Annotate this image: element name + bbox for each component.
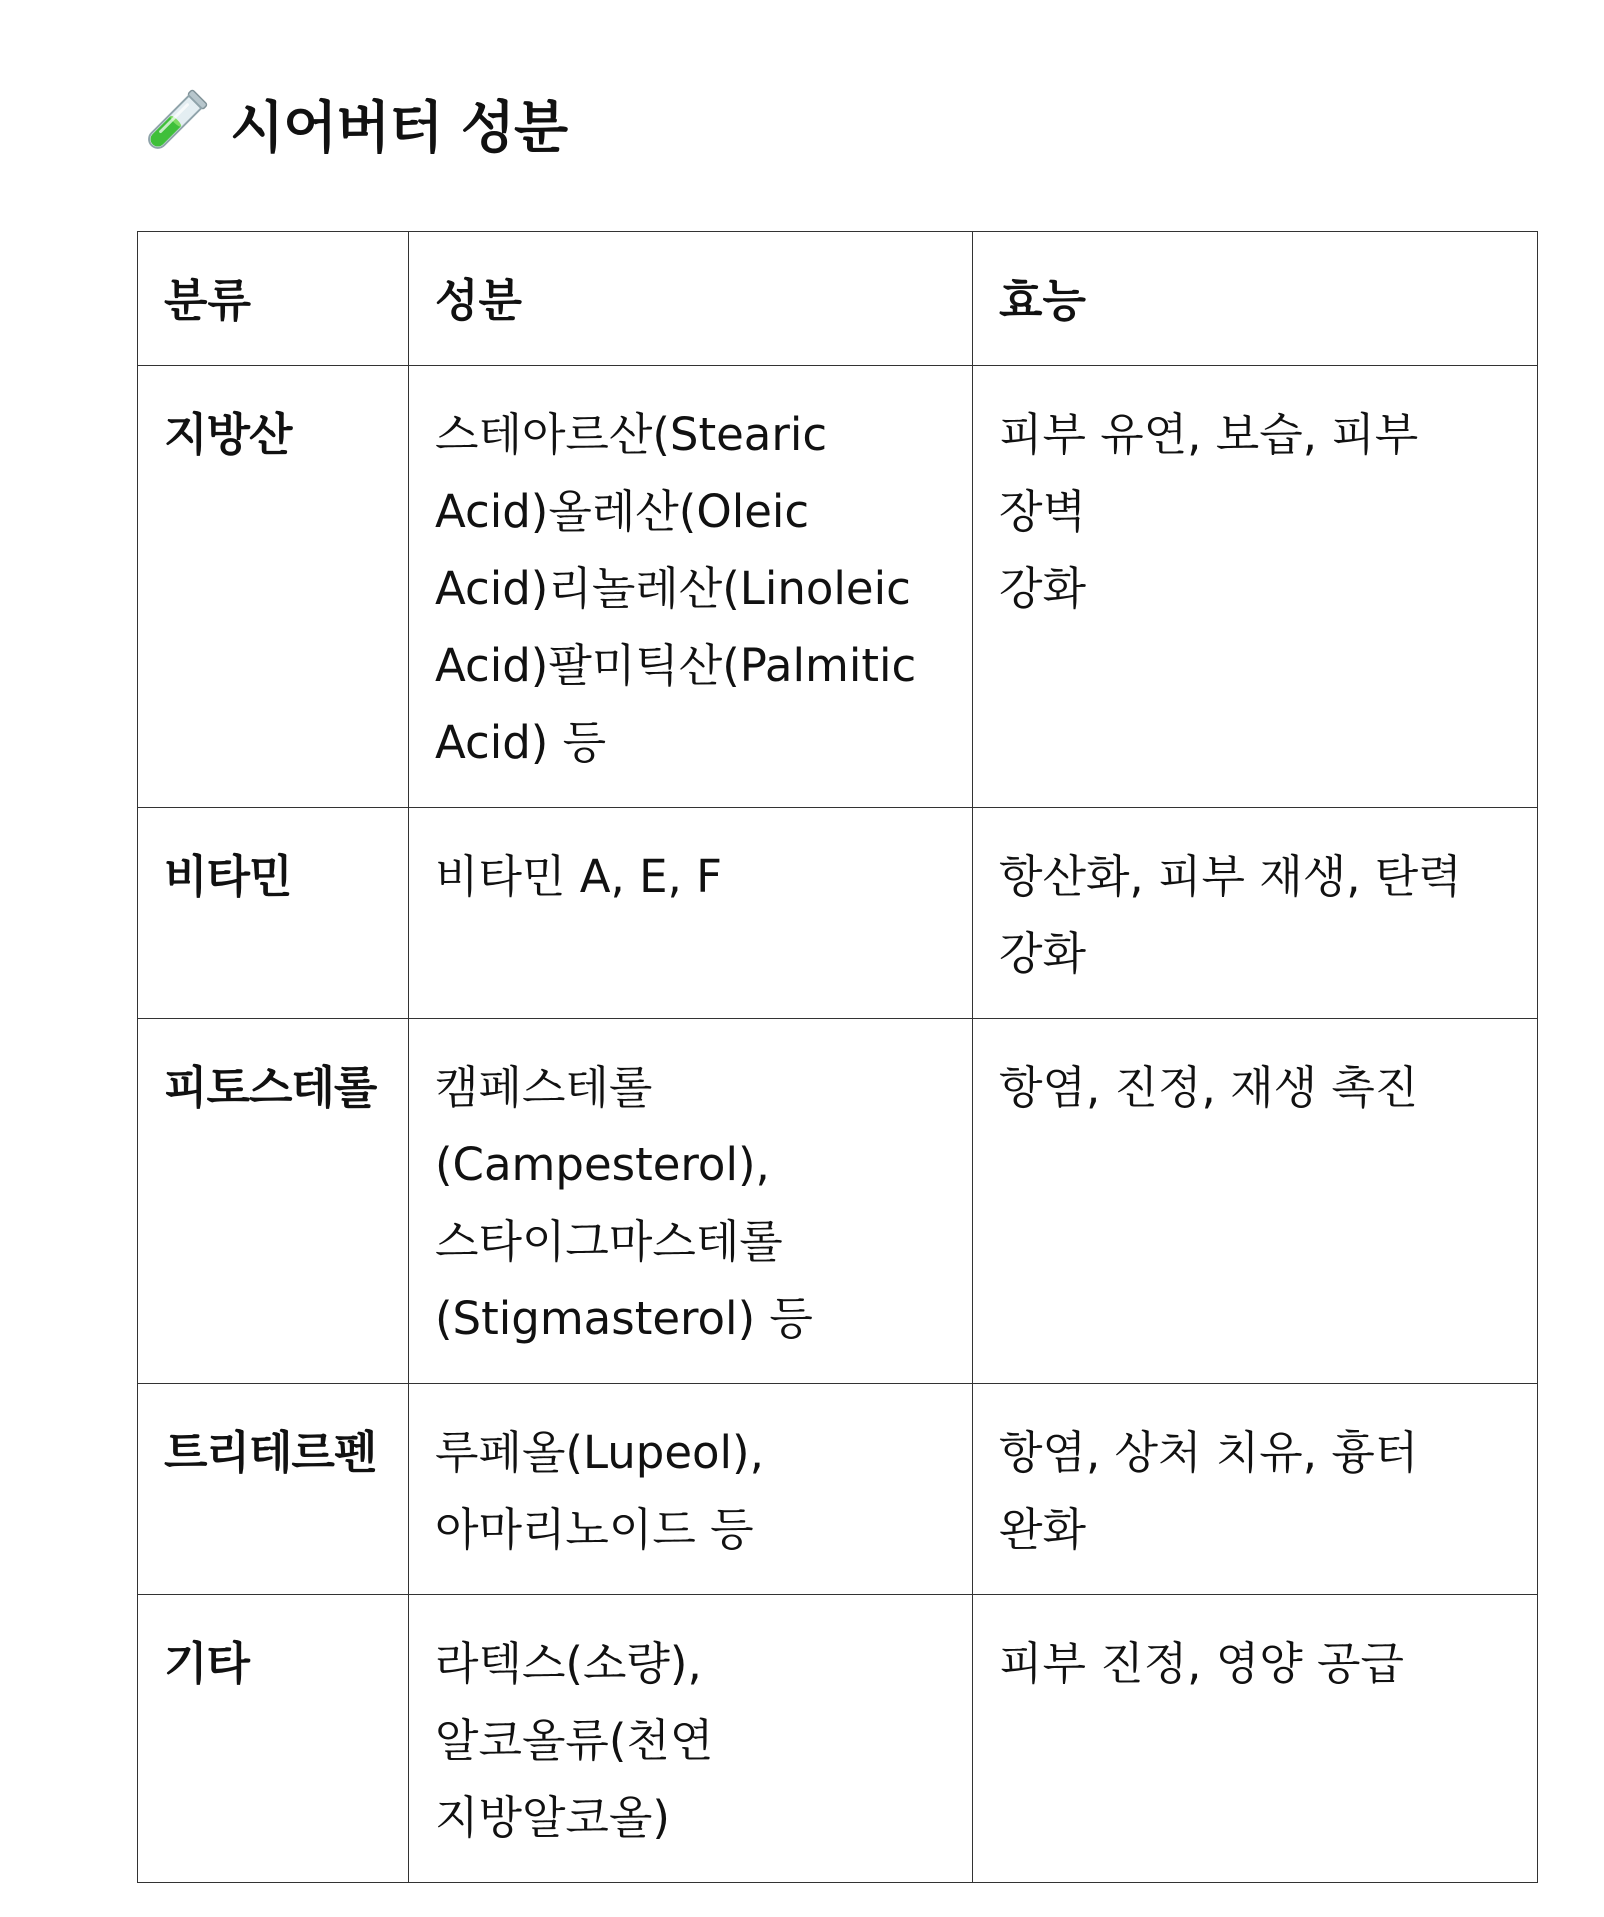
- components-line: 캠페스테롤: [435, 1061, 653, 1114]
- effects-line: 항염, 진정, 재생 촉진: [999, 1061, 1419, 1114]
- heading-title: 시어버터 성분: [230, 96, 568, 161]
- components-line: (Campesterol),: [435, 1138, 770, 1191]
- effects-line: 피부 진정, 영양 공급: [999, 1637, 1404, 1690]
- components-cell: [409, 366, 973, 808]
- components-line: 라텍스(소량),: [435, 1637, 702, 1690]
- components-line: Acid)올레산(Oleic: [435, 485, 810, 538]
- components-line: (Stigmasterol) 등: [435, 1292, 813, 1345]
- effects-line: 항산화, 피부 재생, 탄력: [999, 850, 1462, 903]
- components-line: 스타이그마스테롤: [435, 1215, 783, 1268]
- components-cell: [409, 1595, 973, 1883]
- test-tube-icon: [134, 85, 212, 163]
- table-header-row: [138, 232, 1538, 366]
- effects-line: 항염, 상처 치유, 흉터 완화: [999, 1426, 1419, 1556]
- components-line: 스테아르산(Stearic: [435, 408, 828, 461]
- section-heading: [134, 84, 567, 164]
- components-line: Acid) 등: [435, 716, 607, 769]
- category-cell: 비타민: [138, 808, 409, 1019]
- category-cell: 트리테르펜: [138, 1384, 409, 1595]
- components-line: 비타민 A, E, F: [435, 850, 723, 903]
- components-line: Acid)팔미틱산(Palmitic: [435, 639, 917, 692]
- table-row: [138, 1019, 1538, 1384]
- effects-cell: [973, 1595, 1538, 1883]
- category-cell: 피토스테롤: [138, 1019, 409, 1384]
- header-category: 분류: [138, 232, 409, 366]
- table-row: [138, 366, 1538, 808]
- components-line: 알코올류(천연: [435, 1714, 714, 1767]
- effects-cell: [973, 1019, 1538, 1384]
- header-components: 성분: [409, 232, 973, 366]
- category-cell: 지방산: [138, 366, 409, 808]
- header-effects: 효능: [973, 232, 1538, 366]
- components-line: 루페올(Lupeol),: [435, 1426, 764, 1479]
- components-cell: [409, 1384, 973, 1595]
- effects-line: 피부 유연, 보습, 피부 장벽: [999, 408, 1419, 538]
- effects-cell: [973, 1384, 1538, 1595]
- components-line: Acid)리놀레산(Linoleic: [435, 562, 911, 615]
- effects-cell: [973, 366, 1538, 808]
- effects-line: 강화: [999, 562, 1086, 615]
- category-cell: 기타: [138, 1595, 409, 1883]
- effects-line: 강화: [999, 927, 1086, 980]
- components-cell: [409, 808, 973, 1019]
- table-row: [138, 1384, 1538, 1595]
- effects-cell: [973, 808, 1538, 1019]
- components-cell: [409, 1019, 973, 1384]
- table-row: [138, 808, 1538, 1019]
- table-row: [138, 1595, 1538, 1883]
- components-line: 아마리노이드 등: [435, 1503, 754, 1556]
- ingredients-table: [137, 231, 1538, 1883]
- components-line: 지방알코올): [435, 1791, 670, 1844]
